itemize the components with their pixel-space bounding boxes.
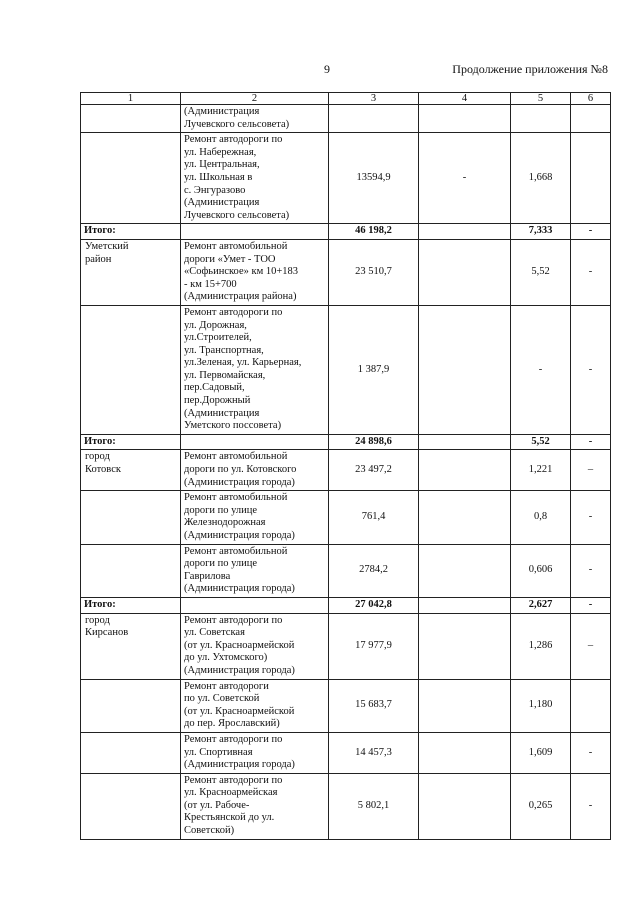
table-row — [81, 544, 611, 597]
work-description: Ремонт автомобильной дороги по улице Железнодорожная (Администрация города) — [181, 491, 329, 544]
col6-cell: - — [571, 491, 611, 544]
cost-cell: 761,4 — [329, 491, 419, 544]
total-col4 — [419, 597, 511, 613]
appendix-continuation: Продолжение приложения №8 — [452, 62, 608, 76]
table-row — [81, 305, 611, 434]
table-row — [81, 239, 611, 305]
region-cell — [81, 133, 181, 224]
total-length: 2,627 — [511, 597, 571, 613]
col4-cell: - — [419, 133, 511, 224]
table-row — [81, 133, 611, 224]
col4-cell — [419, 305, 511, 434]
total-col6: - — [571, 597, 611, 613]
work-description: Ремонт автодороги по ул. Дорожная, ул.Строителей, ул. Транспортная, ул.Зеленая, ул. Карьерная, ул. Первомайская, пер.Садовый, пер.Дорожный (Администрация Уметского поссовета) — [181, 305, 329, 434]
total-row — [81, 224, 611, 240]
length-cell: 1,286 — [511, 613, 571, 679]
empty-cell — [181, 434, 329, 450]
cost-cell: 23 497,2 — [329, 450, 419, 491]
header-cell: 1 — [81, 93, 181, 105]
length-cell: 5,52 — [511, 239, 571, 305]
table-row — [81, 105, 611, 133]
table-row — [81, 732, 611, 773]
col6-cell: – — [571, 613, 611, 679]
length-cell: 1,668 — [511, 133, 571, 224]
col6-cell: - — [571, 239, 611, 305]
header-cell: 4 — [419, 93, 511, 105]
work-description: Ремонт автодороги по ул. Спортивная (Администрация города) — [181, 732, 329, 773]
length-cell: 1,180 — [511, 679, 571, 732]
work-description: Ремонт автомобильной дороги по улице Гаврилова (Администрация города) — [181, 544, 329, 597]
cost-cell: 17 977,9 — [329, 613, 419, 679]
cost-cell: 5 802,1 — [329, 773, 419, 839]
col4-cell — [419, 732, 511, 773]
total-col4 — [419, 434, 511, 450]
total-col6: - — [571, 224, 611, 240]
col6-cell: - — [571, 773, 611, 839]
total-col6: - — [571, 434, 611, 450]
region-cell — [81, 305, 181, 434]
col6-cell: - — [571, 544, 611, 597]
work-description: Ремонт автодороги по ул. Советская (от ул. Красноармейской до ул. Ухтомского) (Администрация города) — [181, 613, 329, 679]
col6-cell: – — [571, 450, 611, 491]
length-cell: 0,606 — [511, 544, 571, 597]
cost-cell: 13594,9 — [329, 133, 419, 224]
repair-table — [80, 92, 611, 840]
table-row — [81, 679, 611, 732]
work-description: Ремонт автомобильной дороги по ул. Котовского (Администрация города) — [181, 450, 329, 491]
work-description: Ремонт автодороги по ул. Набережная, ул. Центральная, ул. Школьная в с. Энгуразово (Администрация Лучевского сельсовета) — [181, 133, 329, 224]
region-cell: город Кирсанов — [81, 613, 181, 679]
col4-cell — [419, 679, 511, 732]
region-cell — [81, 491, 181, 544]
length-cell: 1,609 — [511, 732, 571, 773]
header-cell: 6 — [571, 93, 611, 105]
length-cell: 1,221 — [511, 450, 571, 491]
table-row — [81, 773, 611, 839]
col4-cell — [419, 613, 511, 679]
work-description: (Администрация Лучевского сельсовета) — [181, 105, 329, 133]
total-cost: 24 898,6 — [329, 434, 419, 450]
region-cell: Уметский район — [81, 239, 181, 305]
total-cost: 27 042,8 — [329, 597, 419, 613]
work-description: Ремонт автодороги по ул. Красноармейская (от ул. Рабоче- Крестьянской до ул. Советской) — [181, 773, 329, 839]
length-cell: 0,265 — [511, 773, 571, 839]
region-cell — [81, 544, 181, 597]
total-row — [81, 434, 611, 450]
header-cell: 5 — [511, 93, 571, 105]
empty-cell — [181, 224, 329, 240]
region-cell: город Котовск — [81, 450, 181, 491]
header-row — [81, 93, 611, 105]
col6-cell: - — [571, 732, 611, 773]
cost-cell — [329, 105, 419, 133]
cost-cell: 1 387,9 — [329, 305, 419, 434]
total-label: Итого: — [81, 434, 181, 450]
cost-cell: 14 457,3 — [329, 732, 419, 773]
region-cell — [81, 773, 181, 839]
cost-cell: 23 510,7 — [329, 239, 419, 305]
total-row — [81, 597, 611, 613]
cost-cell: 15 683,7 — [329, 679, 419, 732]
empty-cell — [181, 597, 329, 613]
header-cell: 3 — [329, 93, 419, 105]
cost-cell: 2784,2 — [329, 544, 419, 597]
total-label: Итого: — [81, 224, 181, 240]
col6-cell — [571, 105, 611, 133]
table-row — [81, 613, 611, 679]
col6-cell: - — [571, 305, 611, 434]
col4-cell — [419, 450, 511, 491]
region-cell — [81, 105, 181, 133]
col4-cell — [419, 773, 511, 839]
page-number: 9 — [324, 62, 330, 76]
total-length: 7,333 — [511, 224, 571, 240]
col4-cell — [419, 491, 511, 544]
col4-cell — [419, 105, 511, 133]
work-description: Ремонт автодороги по ул. Советской (от ул. Красноармейской до пер. Ярославский) — [181, 679, 329, 732]
total-length: 5,52 — [511, 434, 571, 450]
col6-cell — [571, 679, 611, 732]
work-description: Ремонт автомобильной дороги «Умет - ТОО «Софьинское» км 10+183 - км 15+700 (Администрация района) — [181, 239, 329, 305]
total-label: Итого: — [81, 597, 181, 613]
table-row — [81, 491, 611, 544]
col6-cell — [571, 133, 611, 224]
table-row — [81, 450, 611, 491]
length-cell: - — [511, 305, 571, 434]
length-cell: 0,8 — [511, 491, 571, 544]
region-cell — [81, 679, 181, 732]
length-cell — [511, 105, 571, 133]
total-col4 — [419, 224, 511, 240]
total-cost: 46 198,2 — [329, 224, 419, 240]
header-cell: 2 — [181, 93, 329, 105]
col4-cell — [419, 239, 511, 305]
col4-cell — [419, 544, 511, 597]
region-cell — [81, 732, 181, 773]
